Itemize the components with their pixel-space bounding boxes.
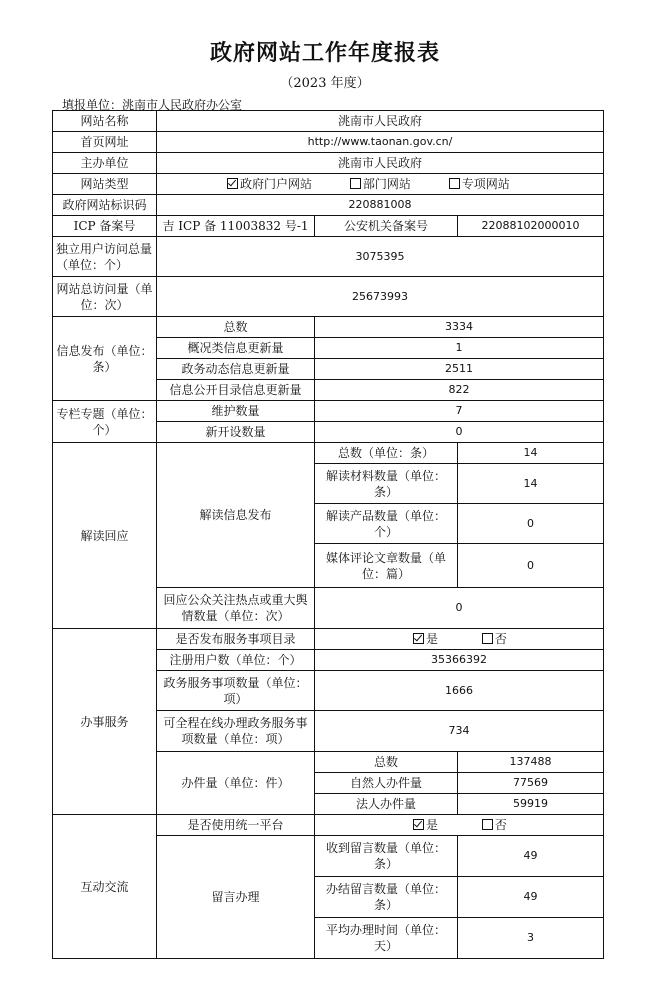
interpret-label: 解读回应 (53, 443, 157, 629)
option-special: 专项网站 (461, 177, 510, 191)
checkbox-portal (227, 178, 238, 189)
icp-label: ICP 备案号 (53, 216, 157, 237)
site-id-label: 政府网站标识码 (53, 195, 157, 216)
service-handled-person-label: 自然人办件量 (315, 773, 458, 794)
info-catalog-label: 信息公开目录信息更新量 (157, 380, 315, 401)
homepage-value: http://www.taonan.gov.cn/ (157, 132, 604, 153)
info-news-value: 2511 (315, 359, 604, 380)
columns-new-value: 0 (315, 422, 604, 443)
service-handled-total-label: 总数 (315, 752, 458, 773)
interaction-platform-label: 是否使用统一平台 (157, 815, 315, 836)
interaction-msg-label: 留言办理 (157, 836, 315, 959)
icp-value: 吉 ICP 备 11003832 号-1 (157, 216, 315, 237)
service-catalog-options (315, 629, 604, 650)
interpret-media-label: 媒体评论文章数量（单位：篇） (315, 544, 458, 588)
unique-visitors-value: 3075395 (157, 237, 604, 277)
service-users-value: 35366392 (315, 650, 604, 671)
info-overview-label: 概况类信息更新量 (157, 338, 315, 359)
interpret-product-value: 0 (458, 504, 604, 544)
info-catalog-value: 822 (315, 380, 604, 401)
option-portal: 政府门户网站 (240, 177, 313, 191)
police-record-label: 公安机关备案号 (315, 216, 458, 237)
service-handled-person-value: 77569 (458, 773, 604, 794)
site-name-label: 网站名称 (53, 111, 157, 132)
interpret-total-label: 总数（单位：条） (315, 443, 458, 464)
service-handled-legal-label: 法人办件量 (315, 794, 458, 815)
service-items-value: 1666 (315, 671, 604, 711)
info-total-value: 3334 (315, 317, 604, 338)
columns-maintained-value: 7 (315, 401, 604, 422)
interaction-received-value: 49 (458, 836, 604, 877)
checkbox-department (350, 178, 361, 189)
option-catalog-no: 否 (494, 632, 507, 646)
site-type-options (157, 174, 604, 195)
interpret-total-value: 14 (458, 443, 604, 464)
columns-new-label: 新开设数量 (157, 422, 315, 443)
checkbox-platform-no (482, 819, 493, 830)
columns-label: 专栏专题（单位：个） (53, 401, 157, 443)
option-platform-no: 否 (494, 818, 507, 832)
service-items-label: 政务服务事项数量（单位：项） (157, 671, 315, 711)
service-handled-legal-value: 59919 (458, 794, 604, 815)
interpret-response-label: 回应公众关注热点或重大舆情数量（单位：次） (157, 588, 315, 629)
interpret-publish-label: 解读信息发布 (157, 443, 315, 588)
site-id-value: 220881008 (157, 195, 604, 216)
site-name-value: 洮南市人民政府 (157, 111, 604, 132)
option-catalog-yes: 是 (426, 632, 439, 646)
report-table (52, 110, 604, 959)
interpret-response-value: 0 (315, 588, 604, 629)
interaction-label: 互动交流 (53, 815, 157, 959)
sponsor-label: 主办单位 (53, 153, 157, 174)
homepage-label: 首页网址 (53, 132, 157, 153)
option-department: 部门网站 (362, 177, 411, 191)
service-online-label: 可全程在线办理政务服务事项数量（单位：项） (157, 711, 315, 752)
checkbox-platform-yes (413, 819, 424, 830)
site-type-label: 网站类型 (53, 174, 157, 195)
service-users-label: 注册用户数（单位：个） (157, 650, 315, 671)
unique-visitors-label: 独立用户访问总量（单位：个） (53, 237, 157, 277)
service-handled-total-value: 137488 (458, 752, 604, 773)
columns-maintained-label: 维护数量 (157, 401, 315, 422)
service-label: 办事服务 (53, 629, 157, 815)
info-overview-value: 1 (315, 338, 604, 359)
interaction-platform-options (315, 815, 604, 836)
checkbox-catalog-yes (413, 633, 424, 644)
interaction-avg-time-label: 平均办理时间（单位：天） (315, 918, 458, 959)
filler-unit: 填报单位：洮南市人民政府办公室 (62, 98, 243, 112)
report-year: （2023 年度） (280, 76, 370, 91)
info-news-label: 政务动态信息更新量 (157, 359, 315, 380)
interaction-closed-value: 49 (458, 877, 604, 918)
checkbox-catalog-no (482, 633, 493, 644)
sponsor-value: 洮南市人民政府 (157, 153, 604, 174)
interpret-product-label: 解读产品数量（单位：个） (315, 504, 458, 544)
service-handled-label: 办件量（单位：件） (157, 752, 315, 815)
interpret-material-value: 14 (458, 464, 604, 504)
interaction-avg-time-value: 3 (458, 918, 604, 959)
interaction-received-label: 收到留言数量（单位：条） (315, 836, 458, 877)
police-record-value: 22088102000010 (458, 216, 604, 237)
checkbox-special (449, 178, 460, 189)
info-label: 信息发布（单位：条） (53, 317, 157, 401)
interpret-media-value: 0 (458, 544, 604, 588)
interaction-closed-label: 办结留言数量（单位：条） (315, 877, 458, 918)
interpret-material-label: 解读材料数量（单位：条） (315, 464, 458, 504)
report-title: 政府网站工作年度报表 (209, 41, 440, 66)
total-visits-label: 网站总访问量（单位：次） (53, 277, 157, 317)
option-platform-yes: 是 (426, 818, 439, 832)
service-catalog-label: 是否发布服务事项目录 (157, 629, 315, 650)
info-total-label: 总数 (157, 317, 315, 338)
total-visits-value: 25673993 (157, 277, 604, 317)
service-online-value: 734 (315, 711, 604, 752)
